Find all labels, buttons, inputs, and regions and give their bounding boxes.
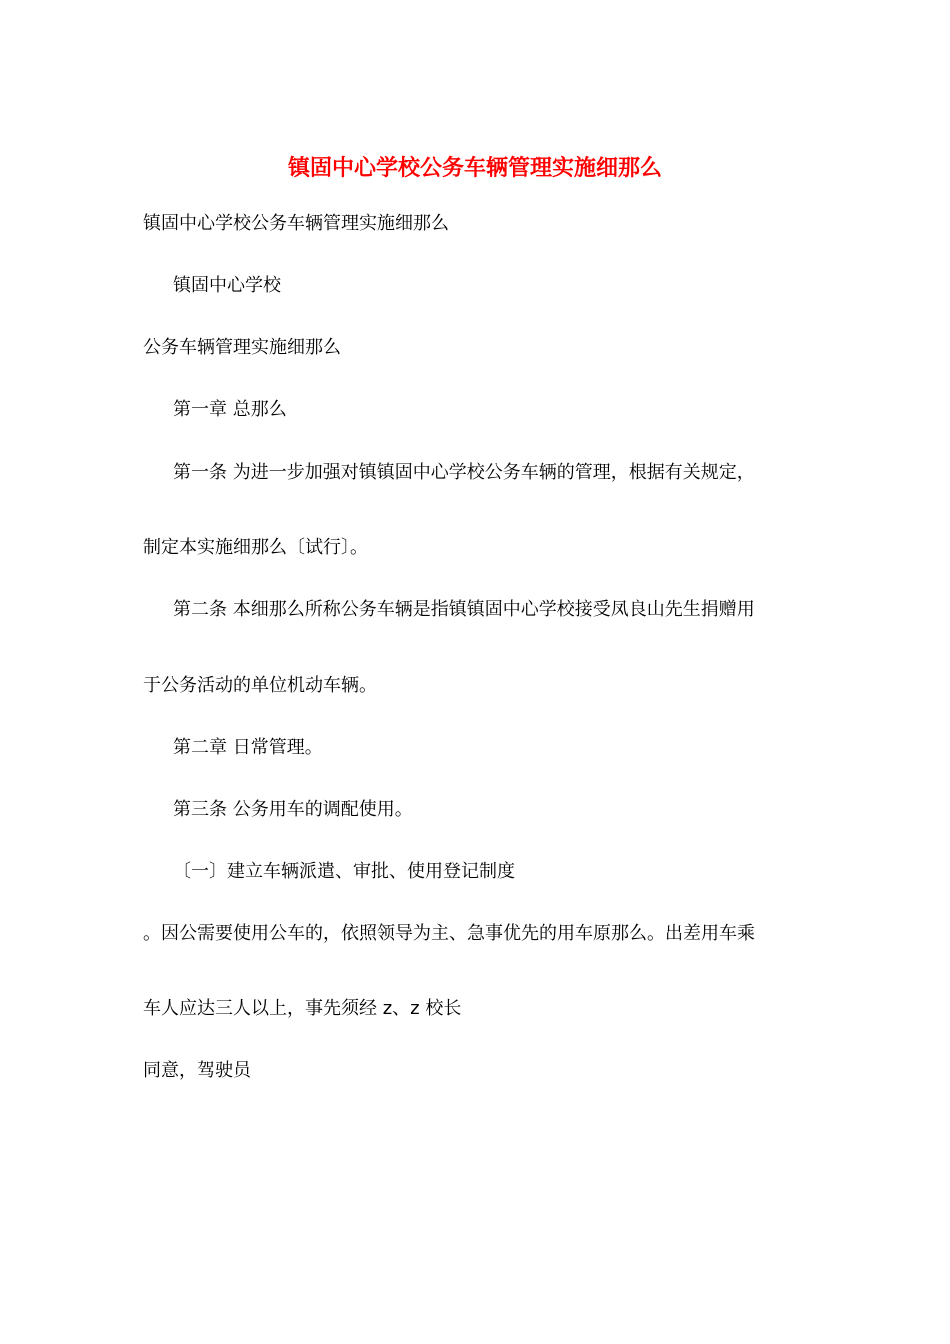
- clause-1-line-2: 。因公需要使用公车的，依照领导为主、急事优先的用车原那么。出差用车乘: [143, 923, 755, 944]
- article-3-line-1: 第三条 公务用车的调配使用。: [173, 799, 413, 820]
- article-2-line-2: 于公务活动的单位机动车辆。: [143, 675, 377, 696]
- text-line-2: 镇固中心学校: [173, 275, 281, 296]
- text-line-3: 公务车辆管理实施细那么: [143, 337, 341, 358]
- chapter-heading-2: 第二章 日常管理。: [173, 737, 323, 758]
- article-1-line-2: 制定本实施细那么〔试行〕。: [143, 537, 368, 558]
- chapter-heading-1: 第一章 总那么: [173, 399, 287, 420]
- article-1-line-1: 第一条 为进一步加强对镇镇固中心学校公务车辆的管理，根据有关规定，: [173, 462, 755, 483]
- clause-1-line-3: 车人应达三人以上，事先须经 z、z 校长: [143, 998, 462, 1019]
- clause-1-line-4: 同意，驾驶员: [143, 1060, 251, 1081]
- text-line-1: 镇固中心学校公务车辆管理实施细那么: [143, 213, 449, 234]
- document-title: 镇固中心学校公务车辆管理实施细那么: [287, 155, 662, 181]
- article-2-line-1: 第二条 本细那么所称公务车辆是指镇镇固中心学校接受凤良山先生捐赠用: [173, 599, 755, 620]
- clause-1-line-1: 〔一〕建立车辆派遣、审批、使用登记制度: [173, 861, 515, 882]
